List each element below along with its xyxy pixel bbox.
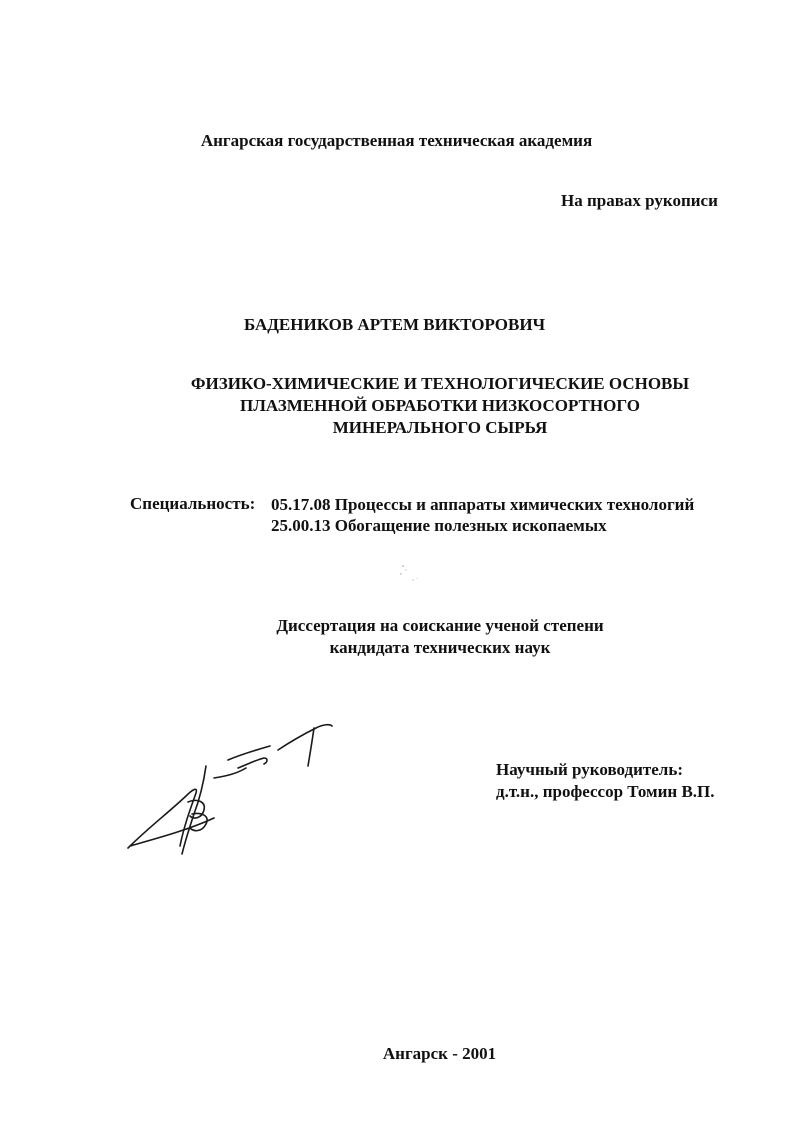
manuscript-rights-note: На правах рукописи bbox=[561, 191, 718, 210]
specialty-label: Специальность: bbox=[130, 494, 256, 513]
institution-name: Ангарская государственная техническая академия bbox=[200, 131, 593, 150]
handwritten-signature bbox=[118, 718, 343, 863]
degree-statement bbox=[200, 615, 680, 659]
title-line: МИНЕРАЛЬНОГО СЫРЬЯ bbox=[332, 418, 548, 437]
specialty-item: 05.17.08 Процессы и аппараты химических технологий bbox=[271, 495, 695, 514]
specialty-list bbox=[271, 494, 694, 536]
degree-line: кандидата технических наук bbox=[329, 638, 551, 657]
title-line: ФИЗИКО-ХИМИЧЕСКИЕ И ТЕХНОЛОГИЧЕСКИЕ ОСНОВЫ bbox=[190, 374, 690, 393]
title-line: ПЛАЗМЕННОЙ ОБРАБОТКИ НИЗКОСОРТНОГО bbox=[240, 396, 640, 415]
supervisor-block bbox=[496, 759, 715, 803]
scan-specks bbox=[395, 560, 425, 590]
supervisor-label: Научный руководитель: bbox=[496, 760, 683, 779]
dissertation-title bbox=[140, 373, 740, 439]
author-name: БАДЕНИКОВ АРТЕМ ВИКТОРОВИЧ bbox=[243, 315, 546, 334]
degree-line: Диссертация на соискание ученой степени bbox=[276, 616, 604, 635]
place-and-year: Ангарск - 2001 bbox=[382, 1044, 497, 1063]
specialty-item: 25.00.13 Обогащение полезных ископаемых bbox=[271, 516, 607, 535]
supervisor-name: д.т.н., профессор Томин В.П. bbox=[496, 782, 715, 801]
